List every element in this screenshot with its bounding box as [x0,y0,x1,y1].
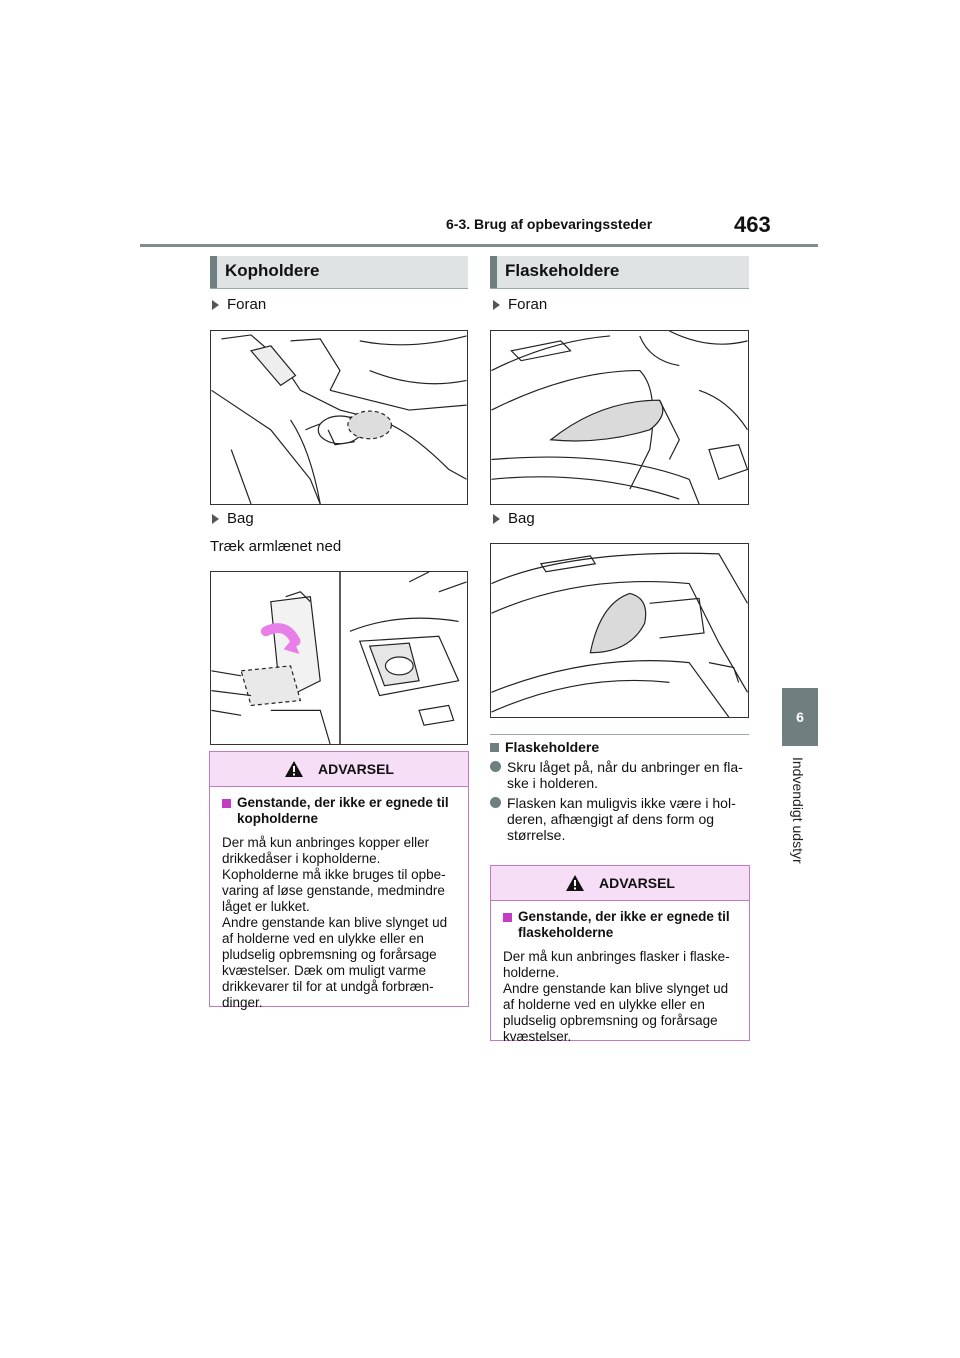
rear-label: Bag [508,510,535,527]
bottleholder-warning [490,865,750,1044]
warning-header-text: ADVARSEL [318,761,394,777]
arrow-icon [212,300,219,310]
rear-bottleholder-illustration [490,543,749,718]
front-label: Foran [227,296,267,313]
warning-icon [284,760,304,778]
list-item-text: Flasken kan muligvis ikke være i hol- deren, afhængigt af dens form og størrelse. [507,795,736,843]
rear-label: Bag [227,510,254,527]
warning-text: Der må kun anbringes flasker i flaske- holderne. Andre genstande kan blive slynget ud af holderne ved en ulykke eller en pludselig opbremsning og forårsage kvæstelser. [503,949,730,1044]
rear-item [212,510,254,527]
armrest-instruction: Træk armlænet ned [210,538,342,555]
section-title: 6-3. Brug af opbevaringssteder [446,216,653,232]
front-label: Foran [508,296,548,313]
rear-cupholder-illustration [210,571,468,745]
warning-title [503,909,739,941]
warning-title-text: Genstande, der ikke er egnede til flaskeholderne [518,909,730,940]
square-bullet-icon [222,799,231,808]
rear-item [493,510,535,527]
bullet-dot-icon [490,797,501,808]
list-item [490,759,752,791]
bottleholder-subheading [490,739,599,755]
chapter-label [782,757,818,877]
arrow-icon [493,514,500,524]
cupholder-warning [209,751,469,1010]
front-item [212,296,266,313]
page-number: 463 [734,212,771,237]
list-item-text: Skru låget på, når du anbringer en fla- ske i holderen. [507,759,743,791]
front-item [493,296,547,313]
bullet-dot-icon [490,761,501,772]
heading-underline [490,288,749,289]
front-cupholder-illustration [210,330,468,505]
arrow-icon [212,514,219,524]
warning-icon [565,874,585,892]
chapter-label-text: Indvendigt udstyr [790,757,806,864]
cupholder-heading: Kopholdere [210,256,468,288]
warning-text: Der må kun anbringes kopper eller drikkedåser i kopholderne. Kopholderne må ikke bruges til opbe- varing af løse genstande, medmindre låget er lukket. Andre genstande kan blive slynget ud af holderne ved en ulykke eller en pludselig opbremsning og forårsage kvæstelser. Dæk om muligt varme drikkevarer til for at undgå forbræn- dinger. [222,835,448,1010]
section-divider [490,734,749,735]
chapter-tab[interactable]: 6 [782,688,818,746]
warning-title [222,795,458,827]
heading-underline [210,288,468,289]
front-bottleholder-illustration [490,330,749,505]
subheading-text: Flaskeholdere [505,739,600,755]
header-rule [140,244,818,247]
square-bullet-icon [503,913,512,922]
square-bullet-icon [490,743,499,752]
warning-header [491,866,749,901]
warning-header-text: ADVARSEL [599,875,675,891]
list-item [490,795,752,843]
bottleholder-heading: Flaskeholdere [490,256,749,288]
bottleholder-notes [490,759,752,847]
warning-header [210,752,468,787]
warning-title-text: Genstande, der ikke er egnede til kopholderne [237,795,449,826]
arrow-icon [493,300,500,310]
